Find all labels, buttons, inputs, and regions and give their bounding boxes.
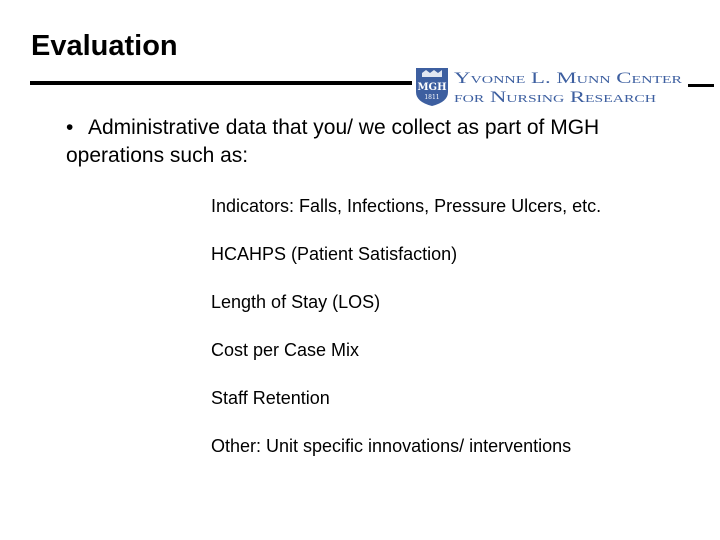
list-item-other: Other: Unit specific innovations/ interventions (211, 436, 572, 456)
list-item-hcahps: HCAHPS (Patient Satisfaction) (211, 244, 458, 264)
logo-line-2: for Nursing Research (454, 89, 657, 106)
list-item-cost-per-case-mix: Cost per Case Mix (211, 340, 360, 360)
title-divider-right (688, 84, 714, 87)
main-bullet-text: Administrative data that you/ we collect as part of MGH operations such as: (66, 116, 600, 167)
slide-title: Evaluation (31, 30, 178, 62)
main-bullet (66, 114, 666, 170)
list-item-staff-retention: Staff Retention (211, 388, 330, 408)
list-item-length-of-stay: Length of Stay (LOS) (211, 292, 381, 312)
data-types-list (211, 194, 601, 482)
list-item-indicators: Indicators: Falls, Infections, Pressure Ulcers, etc. (211, 196, 602, 216)
munn-center-logo (414, 66, 686, 106)
mgh-badge-year: 1811 (424, 94, 440, 101)
mgh-badge-text: MGH (417, 82, 447, 93)
title-divider-left (30, 81, 412, 85)
logo-line-1: Yvonne L. Munn Center (454, 70, 683, 87)
bullet-icon: • (66, 116, 74, 139)
